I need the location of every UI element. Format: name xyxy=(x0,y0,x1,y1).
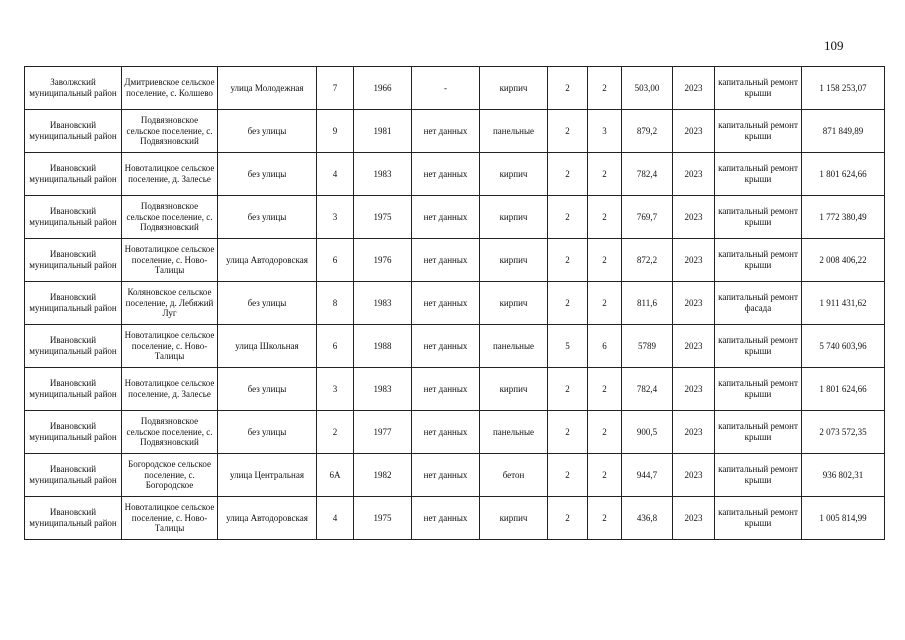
area-cell: 769,7 xyxy=(622,196,673,239)
work-type-cell: капитальный ремонт крыши xyxy=(715,239,802,282)
build-year-cell: 1983 xyxy=(354,153,412,196)
build-year-cell: 1983 xyxy=(354,368,412,411)
table-row xyxy=(25,497,885,540)
status-cell: - xyxy=(412,67,480,110)
cost-cell: 2 073 572,35 xyxy=(802,411,885,454)
floors-cell: 2 xyxy=(548,67,588,110)
plan-year-cell: 2023 xyxy=(673,282,715,325)
entrances-cell: 2 xyxy=(588,239,622,282)
work-type-cell: капитальный ремонт крыши xyxy=(715,454,802,497)
district-cell: Ивановский муниципальный район xyxy=(25,153,122,196)
entrances-cell: 2 xyxy=(588,411,622,454)
street-cell: улица Молодежная xyxy=(218,67,317,110)
street-cell: без улицы xyxy=(218,196,317,239)
build-year-cell: 1988 xyxy=(354,325,412,368)
floors-cell: 2 xyxy=(548,153,588,196)
plan-year-cell: 2023 xyxy=(673,153,715,196)
table-row xyxy=(25,196,885,239)
entrances-cell: 2 xyxy=(588,497,622,540)
cost-cell: 2 008 406,22 xyxy=(802,239,885,282)
settlement-cell: Подвязновское сельское поселение, с. Подвязновский xyxy=(122,110,218,153)
table-row xyxy=(25,67,885,110)
entrances-cell: 6 xyxy=(588,325,622,368)
table-row xyxy=(25,368,885,411)
district-cell: Заволжский муниципальный район xyxy=(25,67,122,110)
status-cell: нет данных xyxy=(412,411,480,454)
cost-cell: 1 911 431,62 xyxy=(802,282,885,325)
street-cell: улица Автодоровская xyxy=(218,497,317,540)
district-cell: Ивановский муниципальный район xyxy=(25,110,122,153)
cost-cell: 1 801 624,66 xyxy=(802,153,885,196)
wall-material-cell: панельные xyxy=(480,325,548,368)
floors-cell: 2 xyxy=(548,239,588,282)
street-cell: без улицы xyxy=(218,153,317,196)
plan-year-cell: 2023 xyxy=(673,497,715,540)
street-cell: без улицы xyxy=(218,110,317,153)
floors-cell: 2 xyxy=(548,497,588,540)
area-cell: 944,7 xyxy=(622,454,673,497)
settlement-cell: Коляновское сельское поселение, д. Лебяжий Луг xyxy=(122,282,218,325)
cost-cell: 1 005 814,99 xyxy=(802,497,885,540)
plan-year-cell: 2023 xyxy=(673,67,715,110)
plan-year-cell: 2023 xyxy=(673,411,715,454)
table-row xyxy=(25,153,885,196)
house-number-cell: 2 xyxy=(317,411,354,454)
settlement-cell: Новоталицкое сельское поселение, с. Ново-Талицы xyxy=(122,325,218,368)
house-number-cell: 7 xyxy=(317,67,354,110)
build-year-cell: 1966 xyxy=(354,67,412,110)
build-year-cell: 1976 xyxy=(354,239,412,282)
house-number-cell: 6 xyxy=(317,239,354,282)
wall-material-cell: кирпич xyxy=(480,368,548,411)
wall-material-cell: кирпич xyxy=(480,239,548,282)
table-row xyxy=(25,282,885,325)
district-cell: Ивановский муниципальный район xyxy=(25,497,122,540)
area-cell: 900,5 xyxy=(622,411,673,454)
table-row xyxy=(25,454,885,497)
entrances-cell: 2 xyxy=(588,282,622,325)
status-cell: нет данных xyxy=(412,325,480,368)
wall-material-cell: кирпич xyxy=(480,497,548,540)
wall-material-cell: панельные xyxy=(480,110,548,153)
wall-material-cell: бетон xyxy=(480,454,548,497)
entrances-cell: 2 xyxy=(588,196,622,239)
status-cell: нет данных xyxy=(412,497,480,540)
house-number-cell: 3 xyxy=(317,368,354,411)
plan-year-cell: 2023 xyxy=(673,454,715,497)
plan-year-cell: 2023 xyxy=(673,368,715,411)
settlement-cell: Новоталицкое сельское поселение, д. Залесье xyxy=(122,368,218,411)
district-cell: Ивановский муниципальный район xyxy=(25,411,122,454)
wall-material-cell: кирпич xyxy=(480,153,548,196)
wall-material-cell: панельные xyxy=(480,411,548,454)
plan-year-cell: 2023 xyxy=(673,110,715,153)
floors-cell: 5 xyxy=(548,325,588,368)
cost-cell: 1 158 253,07 xyxy=(802,67,885,110)
entrances-cell: 2 xyxy=(588,368,622,411)
area-cell: 879,2 xyxy=(622,110,673,153)
house-number-cell: 6 xyxy=(317,325,354,368)
settlement-cell: Новоталицкое сельское поселение, с. Ново-Талицы xyxy=(122,239,218,282)
street-cell: без улицы xyxy=(218,282,317,325)
cost-cell: 1 801 624,66 xyxy=(802,368,885,411)
district-cell: Ивановский муниципальный район xyxy=(25,196,122,239)
settlement-cell: Подвязновское сельское поселение, с. Подвязновский xyxy=(122,411,218,454)
street-cell: без улицы xyxy=(218,411,317,454)
cost-cell: 5 740 603,96 xyxy=(802,325,885,368)
build-year-cell: 1981 xyxy=(354,110,412,153)
entrances-cell: 2 xyxy=(588,153,622,196)
settlement-cell: Подвязновское сельское поселение, с. Подвязновский xyxy=(122,196,218,239)
cost-cell: 871 849,89 xyxy=(802,110,885,153)
area-cell: 436,8 xyxy=(622,497,673,540)
area-cell: 782,4 xyxy=(622,153,673,196)
area-cell: 503,00 xyxy=(622,67,673,110)
street-cell: улица Школьная xyxy=(218,325,317,368)
table-row xyxy=(25,325,885,368)
cost-cell: 936 802,31 xyxy=(802,454,885,497)
district-cell: Ивановский муниципальный район xyxy=(25,325,122,368)
status-cell: нет данных xyxy=(412,153,480,196)
work-type-cell: капитальный ремонт крыши xyxy=(715,325,802,368)
house-number-cell: 4 xyxy=(317,497,354,540)
floors-cell: 2 xyxy=(548,282,588,325)
page-number: 109 xyxy=(824,38,844,53)
district-cell: Ивановский муниципальный район xyxy=(25,282,122,325)
settlement-cell: Дмитриевское сельское поселение, с. Колшево xyxy=(122,67,218,110)
status-cell: нет данных xyxy=(412,110,480,153)
area-cell: 811,6 xyxy=(622,282,673,325)
entrances-cell: 2 xyxy=(588,67,622,110)
status-cell: нет данных xyxy=(412,368,480,411)
work-type-cell: капитальный ремонт крыши xyxy=(715,497,802,540)
table-body xyxy=(25,67,885,540)
table-row xyxy=(25,239,885,282)
district-cell: Ивановский муниципальный район xyxy=(25,454,122,497)
floors-cell: 2 xyxy=(548,411,588,454)
work-type-cell: капитальный ремонт крыши xyxy=(715,411,802,454)
house-number-cell: 4 xyxy=(317,153,354,196)
work-type-cell: капитальный ремонт крыши xyxy=(715,153,802,196)
entrances-cell: 3 xyxy=(588,110,622,153)
housing-repair-table xyxy=(24,66,885,540)
district-cell: Ивановский муниципальный район xyxy=(25,368,122,411)
status-cell: нет данных xyxy=(412,454,480,497)
cost-cell: 1 772 380,49 xyxy=(802,196,885,239)
build-year-cell: 1977 xyxy=(354,411,412,454)
build-year-cell: 1975 xyxy=(354,497,412,540)
status-cell: нет данных xyxy=(412,239,480,282)
work-type-cell: капитальный ремонт крыши xyxy=(715,67,802,110)
plan-year-cell: 2023 xyxy=(673,325,715,368)
floors-cell: 2 xyxy=(548,196,588,239)
floors-cell: 2 xyxy=(548,368,588,411)
work-type-cell: капитальный ремонт крыши xyxy=(715,196,802,239)
area-cell: 782,4 xyxy=(622,368,673,411)
house-number-cell: 6А xyxy=(317,454,354,497)
floors-cell: 2 xyxy=(548,110,588,153)
work-type-cell: капитальный ремонт крыши xyxy=(715,368,802,411)
settlement-cell: Новоталицкое сельское поселение, с. Ново-Талицы xyxy=(122,497,218,540)
area-cell: 872,2 xyxy=(622,239,673,282)
table-row xyxy=(25,411,885,454)
wall-material-cell: кирпич xyxy=(480,282,548,325)
house-number-cell: 3 xyxy=(317,196,354,239)
floors-cell: 2 xyxy=(548,454,588,497)
settlement-cell: Новоталицкое сельское поселение, д. Залесье xyxy=(122,153,218,196)
street-cell: без улицы xyxy=(218,368,317,411)
work-type-cell: капитальный ремонт крыши xyxy=(715,110,802,153)
wall-material-cell: кирпич xyxy=(480,196,548,239)
settlement-cell: Богородское сельское поселение, с. Богородское xyxy=(122,454,218,497)
plan-year-cell: 2023 xyxy=(673,196,715,239)
status-cell: нет данных xyxy=(412,282,480,325)
plan-year-cell: 2023 xyxy=(673,239,715,282)
build-year-cell: 1983 xyxy=(354,282,412,325)
status-cell: нет данных xyxy=(412,196,480,239)
entrances-cell: 2 xyxy=(588,454,622,497)
house-number-cell: 8 xyxy=(317,282,354,325)
house-number-cell: 9 xyxy=(317,110,354,153)
district-cell: Ивановский муниципальный район xyxy=(25,239,122,282)
build-year-cell: 1982 xyxy=(354,454,412,497)
table-row xyxy=(25,110,885,153)
work-type-cell: капитальный ремонт фасада xyxy=(715,282,802,325)
build-year-cell: 1975 xyxy=(354,196,412,239)
area-cell: 5789 xyxy=(622,325,673,368)
wall-material-cell: кирпич xyxy=(480,67,548,110)
street-cell: улица Автодоровская xyxy=(218,239,317,282)
street-cell: улица Центральная xyxy=(218,454,317,497)
